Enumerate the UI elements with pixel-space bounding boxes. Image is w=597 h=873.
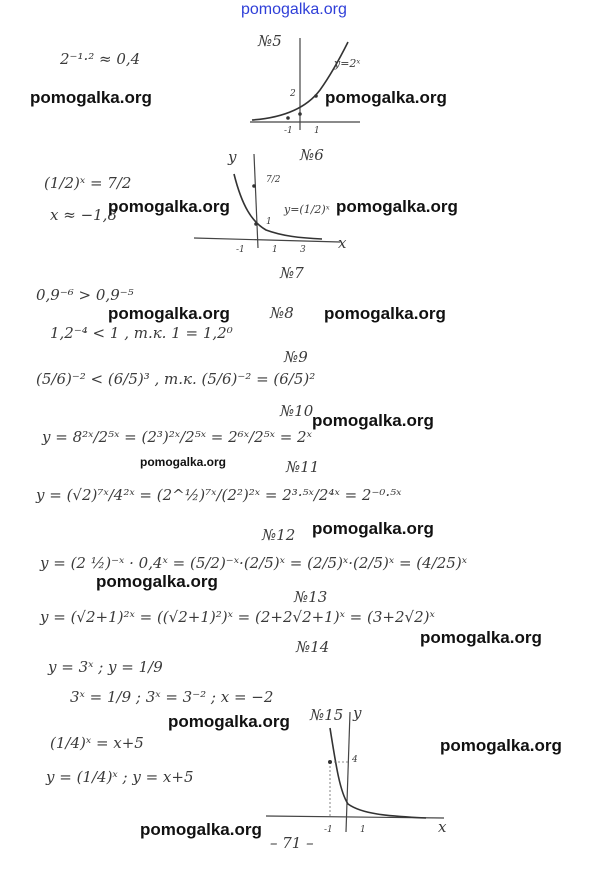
n15-y-axis-label: y xyxy=(353,704,362,722)
n15-tick-1: 1 xyxy=(360,825,366,835)
watermark: pomogalka.org xyxy=(108,304,230,323)
watermark: pomogalka.org xyxy=(325,88,447,107)
n6-x-axis-label: x xyxy=(338,234,347,252)
watermark: pomogalka.org xyxy=(30,88,152,107)
watermark: pomogalka.org xyxy=(168,712,290,731)
n5-graph xyxy=(250,30,370,130)
n15-number: №15 xyxy=(310,706,344,724)
n6-result: x ≈ −1,8 xyxy=(50,206,117,224)
n9-line: (5/6)⁻² < (6/5)³ , т.к. (5/6)⁻² = (6/5)² xyxy=(36,370,316,388)
watermark: pomogalka.org xyxy=(324,304,446,323)
n6-number: №6 xyxy=(300,146,324,164)
n6-tick-1-y: 1 xyxy=(266,217,272,227)
n15-line1: (1/4)ˣ = x+5 xyxy=(50,734,144,752)
page-number: – 71 – xyxy=(270,834,314,852)
n15-graph xyxy=(266,706,456,832)
watermark: pomogalka.org xyxy=(420,628,542,647)
n13-line: y = (√2+1)²ˣ = ((√2+1)²)ˣ = (2+2√2+1)ˣ = (3+2√2)ˣ xyxy=(40,608,435,626)
site-header-link[interactable]: pomogalka.org xyxy=(241,1,347,18)
n10-number: №10 xyxy=(280,402,314,420)
n5-tick-1: 1 xyxy=(314,126,320,136)
watermark: pomogalka.org xyxy=(96,572,218,591)
n6-equation: (1/2)ˣ = 7/2 xyxy=(44,174,132,192)
watermark: pomogalka.org xyxy=(140,455,227,469)
n6-tick-neg1: -1 xyxy=(236,245,245,255)
n12-line: y = (2 ½)⁻ˣ · 0,4ˣ = (5/2)⁻ˣ·(2/5)ˣ = (2/5)ˣ·(2/5)ˣ = (4/25)ˣ xyxy=(40,554,468,572)
n12-number: №12 xyxy=(262,526,296,544)
n14-number: №14 xyxy=(296,638,330,656)
n10-line: y = 8²ˣ/2⁵ˣ = (2³)²ˣ/2⁵ˣ = 2⁶ˣ/2⁵ˣ = 2ˣ xyxy=(42,428,312,446)
n15-tick-4: 4 xyxy=(352,755,358,765)
watermark: pomogalka.org xyxy=(336,197,458,216)
n15-line2: y = (1/4)ˣ ; y = x+5 xyxy=(46,768,194,786)
n6-curve-label: y=(1/2)ˣ xyxy=(284,203,330,216)
watermark: pomogalka.org xyxy=(140,820,262,839)
n5-number: №5 xyxy=(258,32,282,50)
n5-tick-2: 2 xyxy=(290,89,296,99)
n8-line: 1,2⁻⁴ < 1 , т.к. 1 = 1,2⁰ xyxy=(50,324,233,342)
n14-line2: 3ˣ = 1/9 ; 3ˣ = 3⁻² ; x = −2 xyxy=(70,688,274,706)
n15-tick-neg1: -1 xyxy=(324,825,333,835)
n11-line: y = (√2)⁷ˣ/4²ˣ = (2^½)⁷ˣ/(2²)²ˣ = 2³·⁵ˣ/2⁴ˣ = 2⁻⁰·⁵ˣ xyxy=(36,486,402,504)
n6-y-axis-label: y xyxy=(228,148,237,166)
n6-tick-7-2: 7/2 xyxy=(266,175,281,185)
n5-curve-label: y=2ˣ xyxy=(334,57,361,70)
n5-answer: 2⁻¹·² ≈ 0,4 xyxy=(60,50,141,68)
n11-number: №11 xyxy=(286,458,320,476)
n7-number: №7 xyxy=(280,264,304,282)
n13-number: №13 xyxy=(294,588,328,606)
n7-line: 0,9⁻⁶ > 0,9⁻⁵ xyxy=(36,286,134,304)
n14-line1: y = 3ˣ ; y = 1/9 xyxy=(48,658,163,676)
watermark: pomogalka.org xyxy=(108,197,230,216)
n8-number: №8 xyxy=(270,304,294,322)
n6-tick-3: 3 xyxy=(300,245,306,255)
watermark: pomogalka.org xyxy=(312,519,434,538)
watermark: pomogalka.org xyxy=(440,736,562,755)
n6-tick-1-x: 1 xyxy=(272,245,278,255)
n9-number: №9 xyxy=(284,348,308,366)
n5-tick-neg1: -1 xyxy=(284,126,293,136)
watermark: pomogalka.org xyxy=(312,411,434,430)
n15-x-axis-label: x xyxy=(438,818,447,836)
